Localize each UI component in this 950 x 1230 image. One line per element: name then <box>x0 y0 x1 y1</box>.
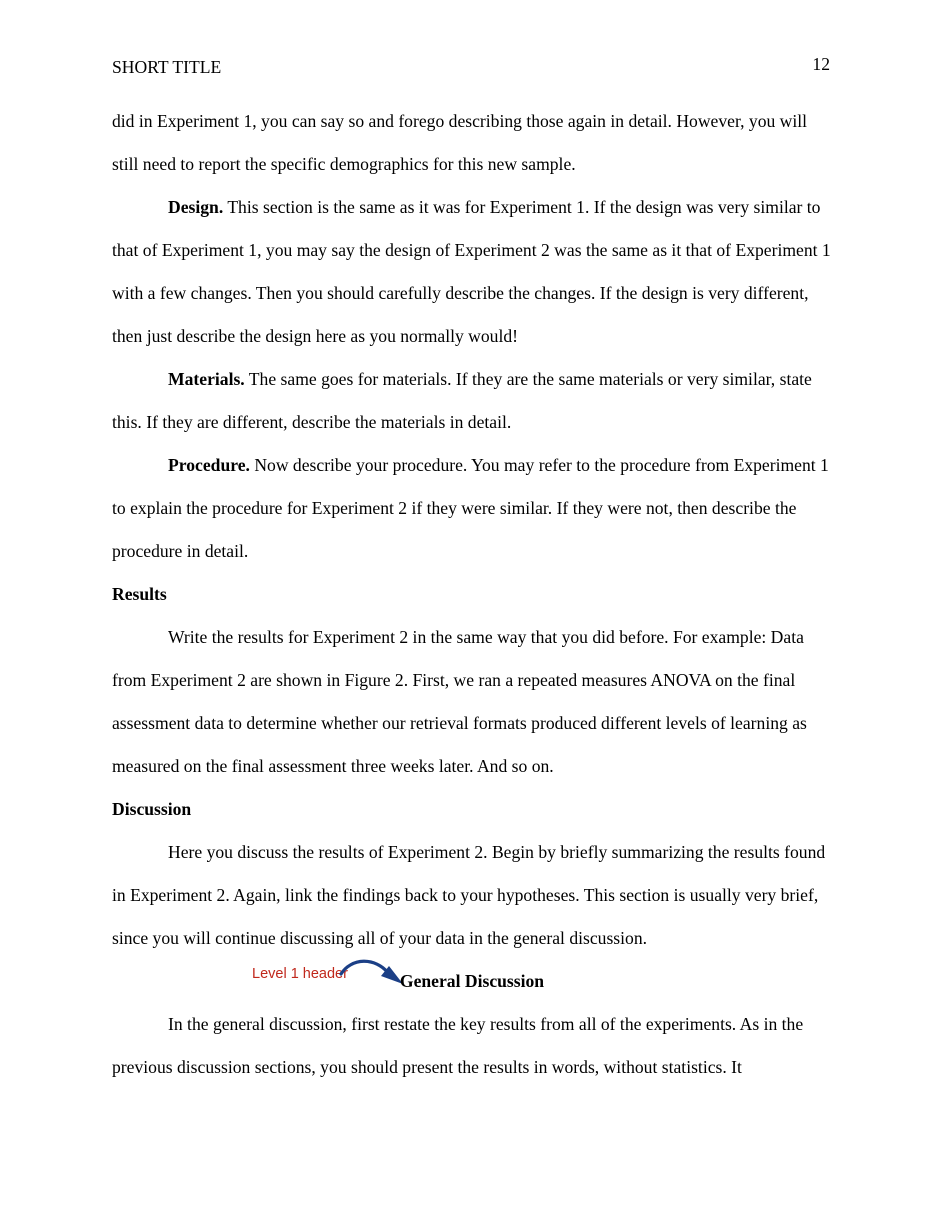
results-paragraph: Write the results for Experiment 2 in the same way that you did before. For example: Data from Experiment 2 are shown in Figure 2. First, we ran a repeated measures ANOVA on the final assessment data to determine whether our retrieval formats produced different levels of learning as measured on the final assessment three weeks later. And so on. <box>112 627 807 776</box>
materials-paragraph <box>112 358 832 444</box>
general-discussion-heading: General Discussion <box>399 971 545 991</box>
running-head: SHORT TITLE <box>112 57 222 77</box>
design-text: This section is the same as it was for Experiment 1. If the design was very similar to that of Experiment 1, you may say the design of Experiment 2 was the same as it that of Experiment 1 with a few changes. Then you should carefully describe the changes. If the design is very different, then just describe the design here as you normally would! <box>112 197 831 346</box>
procedure-text: Now describe your procedure. You may refer to the procedure from Experiment 1 to explain the procedure for Experiment 2 if they were similar. If they were not, then describe the procedure in detail. <box>112 455 829 561</box>
general-discussion-paragraph: In the general discussion, first restate the key results from all of the experiments. As in the previous discussion sections, you should present the results in words, without statistics. It <box>112 1014 804 1077</box>
materials-label: Materials. <box>168 369 245 389</box>
discussion-paragraph: Here you discuss the results of Experiment 2. Begin by briefly summarizing the results found in Experiment 2. Again, link the findings back to your hypotheses. This section is usually very brief, since you will continue discussing all of your data in the general discussion. <box>112 842 826 948</box>
general-discussion-row <box>112 960 832 1003</box>
results-heading: Results <box>112 584 167 604</box>
design-label: Design. <box>168 197 224 217</box>
design-paragraph <box>112 186 832 358</box>
page-number: 12 <box>812 54 830 74</box>
level-1-header-annotation: Level 1 header <box>252 966 348 982</box>
discussion-heading: Discussion <box>112 799 192 819</box>
materials-text: The same goes for materials. If they are the same materials or very similar, state this. If they are different, describe the materials in detail. <box>112 369 812 432</box>
body-text <box>112 100 832 1089</box>
procedure-label: Procedure. <box>168 455 250 475</box>
intro-paragraph: did in Experiment 1, you can say so and forego describing those again in detail. However, you will still need to report the specific demographics for this new sample. <box>112 111 808 174</box>
procedure-paragraph <box>112 444 832 573</box>
